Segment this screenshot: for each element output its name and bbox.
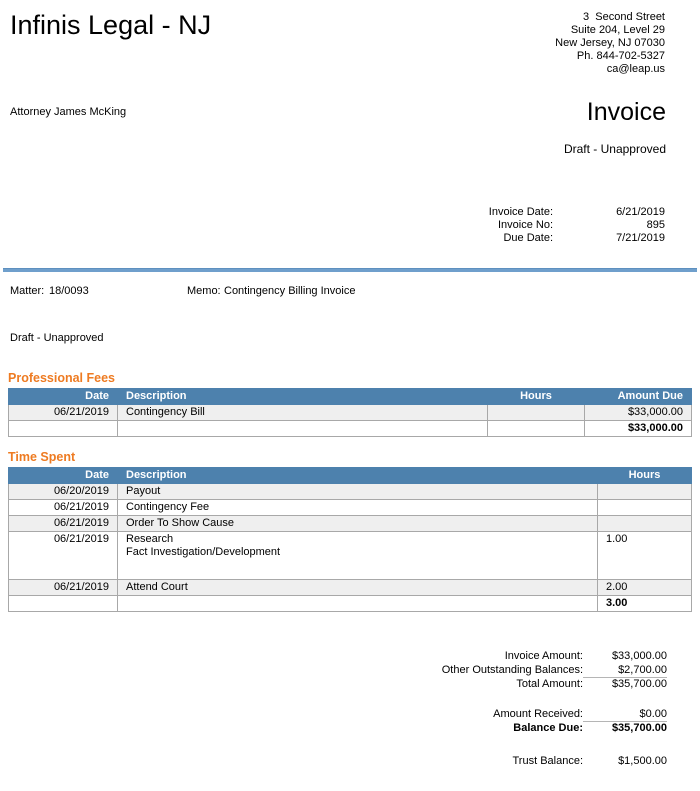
- balance-due-label: Balance Due:: [513, 722, 583, 734]
- empty-cell: [9, 421, 118, 437]
- trust-balance-row: [357, 755, 667, 769]
- memo-value: Contingency Billing Invoice: [224, 285, 356, 297]
- phone-line: Ph. 844-702-5327: [576, 50, 665, 62]
- invoice-no-row: [489, 219, 665, 232]
- total-row: [9, 596, 692, 612]
- due-date-label: Due Date:: [503, 232, 553, 244]
- blue-divider-rule: [3, 268, 697, 272]
- draft-status: Draft - Unapproved: [563, 142, 666, 156]
- description-column-header: Description: [118, 468, 598, 484]
- description-column-header: Description: [118, 389, 488, 405]
- due-date-value: 7/21/2019: [616, 232, 665, 244]
- amount-cell: $33,000.00: [585, 405, 692, 421]
- total-row: [9, 421, 692, 437]
- table-row: [9, 500, 692, 516]
- balance-due-value: $35,700.00: [611, 722, 667, 734]
- address-line: Suite 204, Level 29: [570, 24, 665, 36]
- description-cell: Order To Show Cause: [118, 516, 598, 532]
- description-line: Research: [126, 533, 174, 545]
- invoice-date-label: Invoice Date:: [488, 206, 553, 218]
- invoice-amount-row: [357, 650, 667, 664]
- firm-name: Infinis Legal - NJ: [10, 10, 212, 40]
- table-row: [9, 405, 692, 421]
- address-line: 3 Second Street: [583, 11, 665, 23]
- attorney-name: Attorney James McKing: [10, 106, 127, 118]
- description-cell: Contingency Bill: [118, 405, 488, 421]
- professional-fees-title: Professional Fees: [8, 371, 115, 385]
- matter-memo-row: [0, 285, 700, 299]
- other-outstanding-label: Other Outstanding Balances:: [441, 663, 583, 676]
- amount-received-label: Amount Received:: [493, 707, 583, 720]
- total-amount-value: $35,700.00: [611, 678, 667, 690]
- spacer: [357, 736, 667, 755]
- date-column-header: Date: [9, 468, 118, 484]
- description-cell: Attend Court: [118, 580, 598, 596]
- matter-label: Matter:: [10, 285, 45, 297]
- hours-cell: 1.00: [598, 532, 692, 580]
- date-cell: 06/21/2019: [9, 532, 118, 580]
- invoice-no-value: 895: [646, 219, 665, 231]
- empty-cell: [488, 421, 585, 437]
- amount-due-column-header: Amount Due: [585, 389, 692, 405]
- empty-cell: [9, 596, 118, 612]
- amount-received-value: $0.00: [583, 708, 667, 723]
- table-row: [9, 532, 692, 580]
- other-outstanding-row: [357, 664, 667, 679]
- table-row: [9, 580, 692, 596]
- address-line: New Jersey, NJ 07030: [555, 37, 665, 49]
- hours-cell: [488, 405, 585, 421]
- table-header-row: [9, 468, 692, 484]
- email-line: ca@leap.us: [606, 63, 665, 75]
- total-amount-row: [357, 678, 667, 692]
- description-cell: [118, 532, 598, 580]
- date-cell: 06/21/2019: [9, 516, 118, 532]
- date-cell: 06/21/2019: [9, 405, 118, 421]
- hours-column-header: Hours: [488, 389, 585, 405]
- professional-fees-table: [8, 388, 692, 437]
- trust-balance-label: Trust Balance:: [512, 754, 583, 767]
- hours-cell: 2.00: [598, 580, 692, 596]
- description-cell: Contingency Fee: [118, 500, 598, 516]
- invoice-amount-value: $33,000.00: [611, 650, 667, 662]
- document-title: Invoice: [586, 98, 666, 126]
- date-cell: 06/21/2019: [9, 580, 118, 596]
- date-cell: 06/21/2019: [9, 500, 118, 516]
- empty-cell: [118, 421, 488, 437]
- totals-summary: [357, 650, 667, 768]
- hours-cell: [598, 516, 692, 532]
- total-hours-cell: 3.00: [598, 596, 692, 612]
- empty-cell: [118, 596, 598, 612]
- time-spent-title: Time Spent: [8, 450, 76, 464]
- description-cell: Payout: [118, 484, 598, 500]
- trust-balance-value: $1,500.00: [618, 754, 667, 767]
- invoice-date-row: [489, 206, 665, 219]
- date-column-header: Date: [9, 389, 118, 405]
- total-amount-cell: $33,000.00: [585, 421, 692, 437]
- hours-cell: [598, 484, 692, 500]
- invoice-no-label: Invoice No:: [497, 219, 553, 231]
- time-spent-table: [8, 467, 692, 612]
- due-date-row: [489, 232, 665, 245]
- table-row: [9, 516, 692, 532]
- invoice-date-value: 6/21/2019: [616, 206, 665, 218]
- description-line: Fact Investigation/Development: [126, 546, 281, 558]
- hours-cell: [598, 500, 692, 516]
- amount-received-row: [357, 708, 667, 723]
- total-amount-label: Total Amount:: [516, 678, 583, 690]
- memo-label: Memo:: [187, 285, 221, 297]
- table-header-row: [9, 389, 692, 405]
- draft-status-line: Draft - Unapproved: [10, 332, 104, 344]
- balance-due-row: [357, 722, 667, 736]
- firm-address-block: [555, 11, 665, 76]
- invoice-meta: [489, 206, 665, 245]
- matter-value: 18/0093: [49, 285, 89, 297]
- invoice-amount-label: Invoice Amount:: [504, 650, 583, 662]
- hours-column-header: Hours: [598, 468, 692, 484]
- spacer: [357, 692, 667, 708]
- other-outstanding-value: $2,700.00: [583, 664, 667, 679]
- professional-fees-section: [8, 371, 692, 437]
- time-spent-section: [8, 450, 692, 612]
- date-cell: 06/20/2019: [9, 484, 118, 500]
- table-row: [9, 484, 692, 500]
